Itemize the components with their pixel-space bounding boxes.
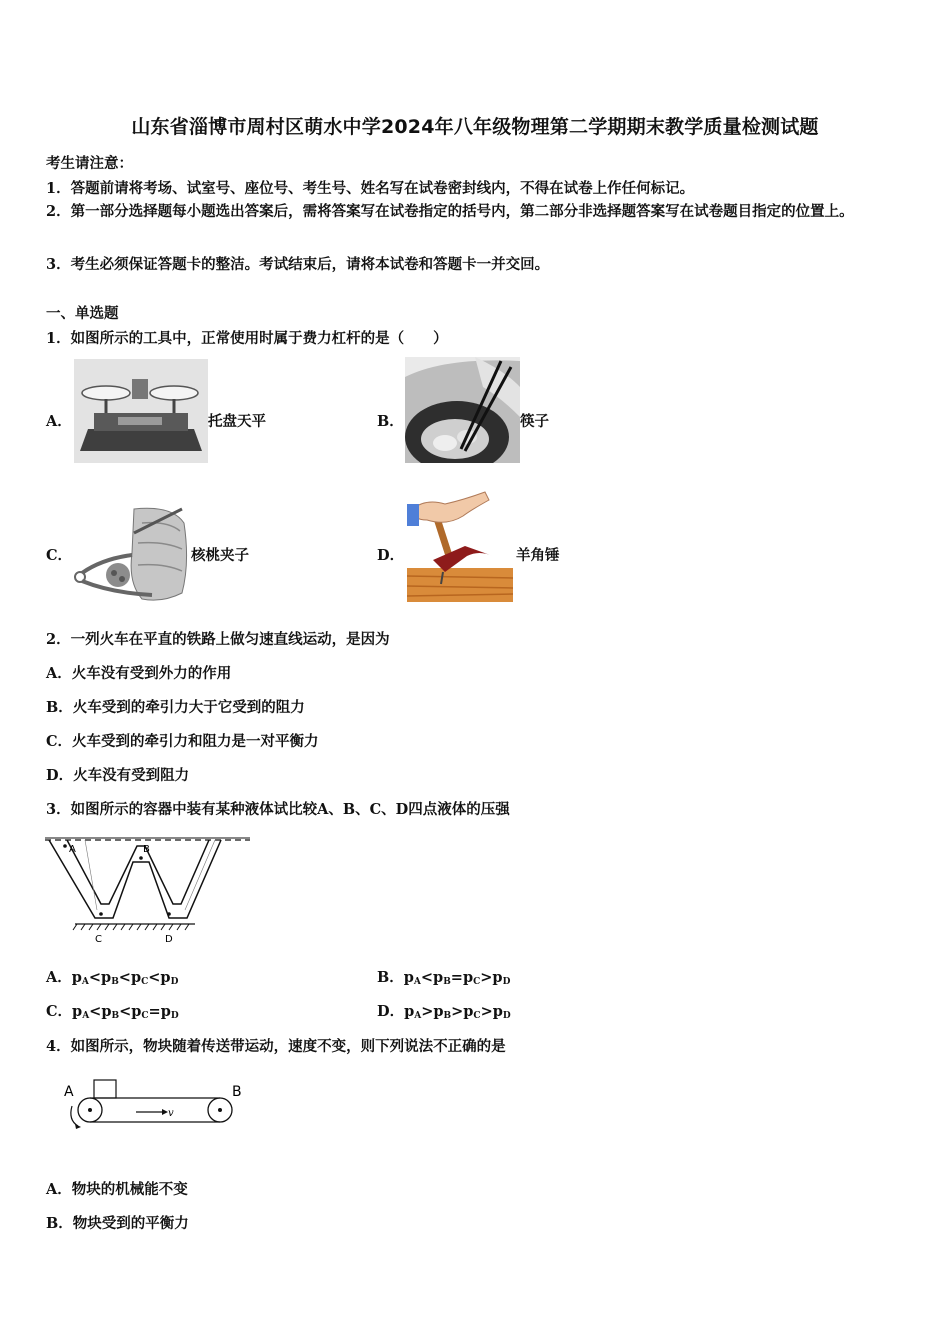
q1-stem: 1．如图所示的工具中，正常使用时属于费力杠杆的是（ ） bbox=[46, 330, 448, 347]
notice-item-1: 1．答题前请将考场、试室号、座位号、考生号、姓名写在试卷密封线内，不得在试卷上作任何标记。 bbox=[46, 180, 695, 197]
q3-stem: 3．如图所示的容器中装有某种液体试比较A、B、C、D四点液体的压强 bbox=[46, 801, 510, 818]
q1-option-b-letter[interactable]: B． bbox=[377, 413, 404, 430]
point-label-b: B bbox=[143, 844, 150, 855]
q1-option-c-letter[interactable]: C． bbox=[46, 547, 73, 564]
chopsticks-image bbox=[405, 357, 520, 463]
q3-option-c[interactable]: C．$p_A<p_B<p_C=p_D$ bbox=[46, 1003, 179, 1021]
conveyor-belt-diagram bbox=[60, 1076, 250, 1132]
q1-option-d-letter[interactable]: D． bbox=[377, 547, 405, 564]
section-heading: 一、单选题 bbox=[46, 305, 119, 322]
q1-option-a-letter[interactable]: A． bbox=[46, 413, 72, 430]
point-label-d: D bbox=[165, 934, 173, 945]
q3-option-a[interactable]: A．$p_A<p_B<p_C<p_D$ bbox=[46, 969, 179, 987]
q2-option-a[interactable]: A．火车没有受到外力的作用 bbox=[46, 665, 232, 682]
q4-option-b[interactable]: B．物块受到的平衡力 bbox=[46, 1215, 189, 1232]
q2-option-b[interactable]: B．火车受到的牵引力大于它受到的阻力 bbox=[46, 699, 305, 716]
claw-hammer-image bbox=[405, 490, 515, 604]
notice-item-2: 2．第一部分选择题每小题选出答案后，需将答案写在试卷指定的括号内，第二部分非选择题答案写在试卷题目指定的位置上。 bbox=[46, 203, 854, 220]
q3-option-b[interactable]: B．$p_A<p_B=p_C>p_D$ bbox=[377, 969, 511, 987]
point-label-a: A bbox=[69, 844, 76, 855]
balance-scale-image bbox=[74, 359, 208, 463]
page-title: 山东省淄博市周村区萌水中学2024年八年级物理第二学期期末教学质量检测试题 bbox=[131, 116, 819, 138]
conveyor-label-a: A bbox=[64, 1084, 74, 1100]
nutcracker-image bbox=[72, 503, 190, 605]
point-label-c: C bbox=[95, 934, 102, 945]
q2-stem: 2．一列火车在平直的铁路上做匀速直线运动，是因为 bbox=[46, 631, 390, 648]
q1-option-c-label: 核桃夹子 bbox=[191, 547, 249, 564]
q3-option-d[interactable]: D．$p_A>p_B>p_C>p_D$ bbox=[377, 1003, 511, 1021]
notice-header: 考生请注意： bbox=[46, 155, 133, 172]
q1-option-b-label: 筷子 bbox=[520, 413, 549, 430]
q2-option-c[interactable]: C．火车受到的牵引力和阻力是一对平衡力 bbox=[46, 733, 319, 750]
velocity-label: v bbox=[168, 1108, 174, 1119]
conveyor-label-b: B bbox=[232, 1084, 242, 1100]
q4-option-a[interactable]: A．物块的机械能不变 bbox=[46, 1181, 188, 1198]
q1-option-d-label: 羊角锤 bbox=[516, 547, 560, 564]
w-container-diagram bbox=[45, 828, 255, 946]
q4-stem: 4．如图所示，物块随着传送带运动，速度不变，则下列说法不正确的是 bbox=[46, 1038, 506, 1055]
q1-option-a-label: 托盘天平 bbox=[208, 413, 266, 430]
notice-item-3: 3．考生必须保证答题卡的整洁。考试结束后，请将本试卷和答题卡一并交回。 bbox=[46, 256, 550, 273]
q2-option-d[interactable]: D．火车没有受到阻力 bbox=[46, 767, 190, 784]
